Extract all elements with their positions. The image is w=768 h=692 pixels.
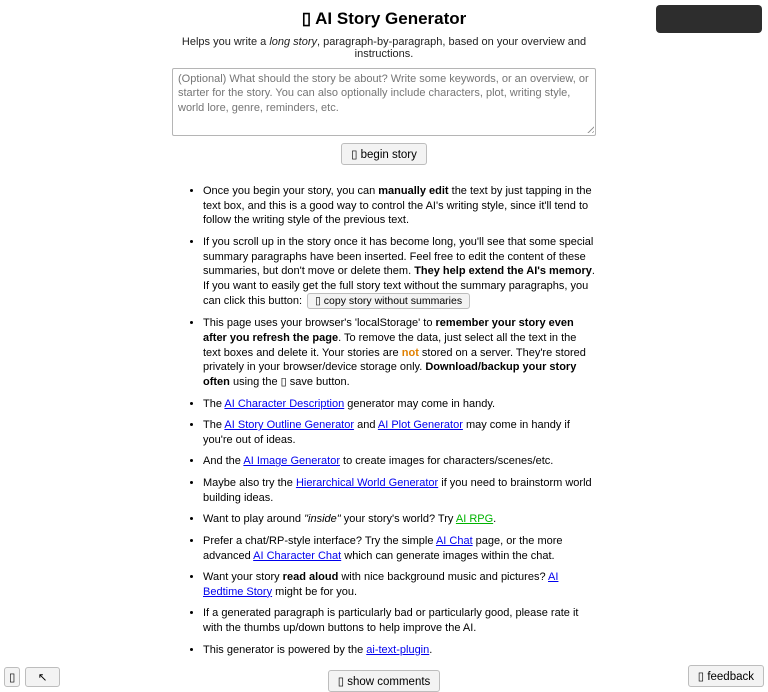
tips-list [172, 184, 595, 657]
bottom-left-toolbar [4, 667, 60, 687]
text-segment: , paragraph-by-paragraph, based on your overview and instructions. [317, 36, 587, 60]
italic-text: "inside" [304, 513, 341, 526]
hierarchical-world-generator-link[interactable]: Hierarchical World Generator [295, 477, 439, 489]
text-segment: Maybe also try the [203, 477, 296, 489]
tip-item [203, 184, 595, 228]
copy-story-without-summaries-button[interactable]: ▯ copy story without summaries [307, 293, 470, 309]
text-segment: to create images for characters/scenes/etc. [339, 455, 554, 468]
emphasized-text: read aloud [282, 571, 339, 584]
italic-text: long story [269, 36, 318, 48]
ai-character-chat-link[interactable]: AI Character Chat [253, 549, 342, 562]
begin-story-button[interactable]: ▯ begin story [341, 143, 427, 165]
text-segment: with nice background music and pictures? [338, 571, 549, 584]
cursor-arrow-button[interactable]: ↖ [25, 667, 61, 687]
text-segment: The [203, 397, 225, 410]
text-segment: stored on a server. They're stored privately in your browser/device storage only. [203, 346, 586, 374]
ai-rpg-link[interactable]: AI RPG [455, 513, 494, 526]
tip-item [203, 570, 595, 599]
text-segment: might be for you. [272, 585, 358, 598]
show-comments-button[interactable]: ▯ show comments [328, 670, 441, 692]
main-content [172, 9, 596, 692]
text-segment: may come in handy if you're out of ideas. [203, 419, 570, 446]
text-segment: generator may come in handy. [344, 397, 496, 410]
ai-image-generator-link[interactable]: AI Image Generator [243, 455, 340, 468]
text-segment: if you need to brainstorm world building ideas. [203, 477, 592, 504]
text-segment: This generator is powered by the [203, 643, 367, 656]
text-segment: . To remove the data, just select all the text in the text boxes and delete it. Your stories are [203, 332, 577, 359]
emphasized-text: remember your story even after you refresh the page [203, 317, 574, 344]
story-overview-wrap [172, 68, 596, 136]
text-segment: and [354, 419, 378, 432]
text-segment: And the [203, 455, 244, 468]
feedback-button[interactable]: ▯ feedback [688, 665, 764, 687]
text-segment: . [493, 513, 497, 526]
ai-chat-link[interactable]: AI Chat [435, 534, 473, 547]
bottom-left-icon-button[interactable]: ▯ [4, 667, 20, 687]
tip-item [203, 476, 595, 505]
tip-item [203, 316, 595, 389]
ai-character-description-link[interactable]: AI Character Description [224, 397, 345, 410]
tip-item [203, 397, 595, 412]
ai-text-plugin-link[interactable]: ai-text-plugin [366, 643, 430, 656]
page-subtitle [172, 36, 596, 60]
emphasized-text: They help extend the AI's memory [414, 265, 592, 278]
page-title: ▯ AI Story Generator [301, 9, 467, 28]
ai-bedtime-story-link[interactable]: AI Bedtime Story [203, 571, 559, 598]
text-segment: . If you want to easily get the full story text without the summary paragraphs, you can click this button: [203, 265, 595, 308]
ai-plot-generator-link[interactable]: AI Plot Generator [377, 419, 463, 432]
tip-item [203, 235, 595, 310]
tip-item [203, 512, 595, 527]
tip-item [203, 643, 595, 658]
text-segment: Want to play around [203, 513, 305, 526]
text-segment: Want your story [203, 571, 283, 584]
text-segment: The [203, 419, 225, 432]
story-overview-input[interactable] [172, 68, 596, 136]
tip-item [203, 534, 595, 563]
tip-item [203, 606, 595, 635]
emphasized-text: Download/backup your story often [203, 361, 577, 388]
text-segment: . [429, 643, 433, 656]
text-segment: Helps you write a [181, 36, 270, 48]
emphasized-text: not [401, 346, 419, 359]
text-segment: which can generate images within the chat. [341, 549, 555, 562]
emphasized-text: manually edit [378, 185, 449, 197]
text-segment: the text by just tapping in the text box, and this is a good way to control the AI's writing style, since it'll tend to follow the writing style of the previous text. [203, 185, 592, 227]
text-segment: If a generated paragraph is particularly bad or particularly good, please rate it with the thumbs up/down buttons to help improve the AI. [203, 607, 579, 634]
text-segment: If you scroll up in the story once it has become long, you'll see that some special summary paragraphs have been inserted. Feel free to edit the content of these summaries, but don't move or delete them. [203, 235, 594, 278]
text-segment: your story's world? Try [340, 513, 456, 526]
bottom-right-toolbar [688, 665, 764, 687]
text-segment: using the ▯ save button. [229, 375, 350, 388]
text-segment: Prefer a chat/RP-style interface? Try the simple [203, 534, 436, 547]
tip-item [203, 454, 595, 469]
top-right-dark-banner[interactable] [656, 5, 762, 33]
ai-story-outline-generator-link[interactable]: AI Story Outline Generator [224, 419, 355, 432]
text-segment: Once you begin your story, you can [203, 185, 379, 197]
text-segment: This page uses your browser's 'localStorage' to [203, 317, 436, 330]
text-segment: page, or the more advanced [203, 534, 563, 562]
tip-item [203, 418, 595, 447]
